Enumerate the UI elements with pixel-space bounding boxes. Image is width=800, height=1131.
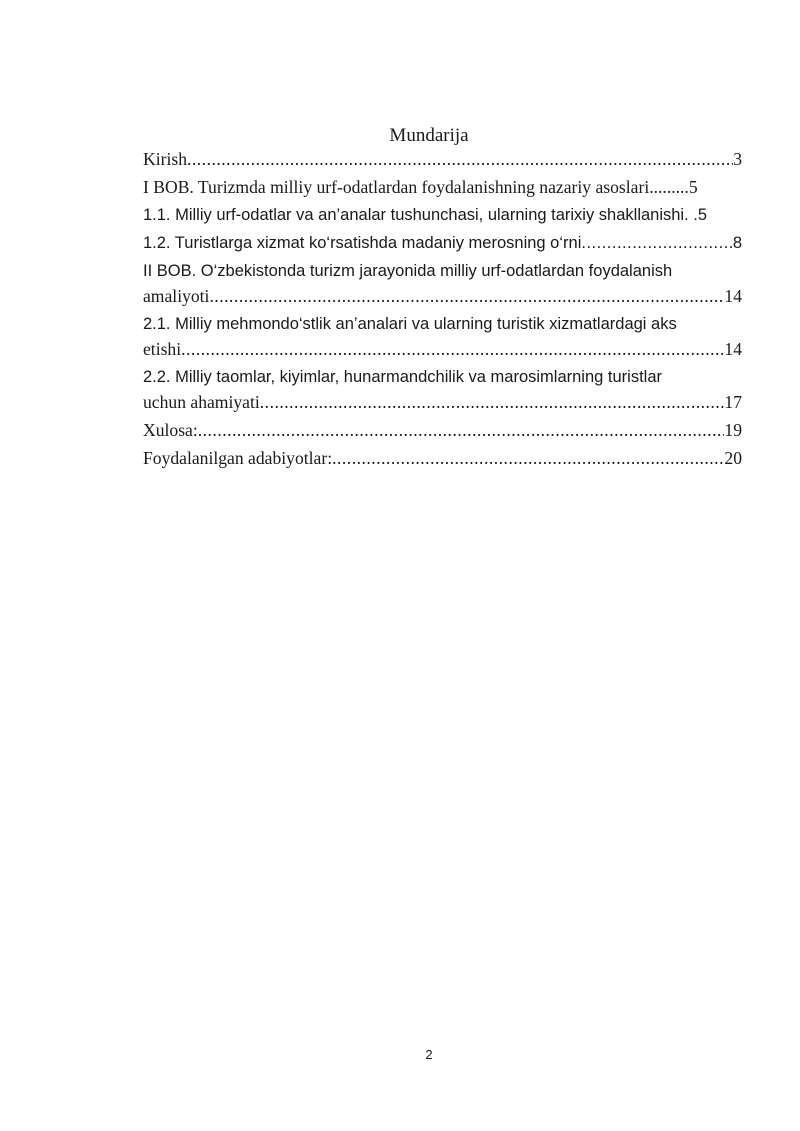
dot-leader <box>260 390 725 415</box>
toc-entry-text: Foydalanilgan adabiyotlar: <box>143 448 333 468</box>
dot-leader <box>198 418 725 443</box>
toc-entry-text: 1.1. Milliy urf-odatlar va an’analar tushunchasi, ularning tarixiy shakllanishi. <box>143 206 689 224</box>
table-of-contents <box>143 147 742 471</box>
toc-entry-page: 14 <box>724 339 742 359</box>
dot-leader <box>187 147 733 172</box>
toc-entry-bob-1[interactable] <box>143 175 742 200</box>
toc-entry-line <box>143 337 742 362</box>
toc-entry-line <box>143 175 742 200</box>
toc-entry-text-line1: II BOB. O‘zbekistonda turizm jarayonida milliy urf-odatlardan foydalanish <box>143 262 673 280</box>
dot-leader <box>209 284 724 309</box>
toc-title: Mundarija <box>389 125 469 146</box>
toc-entry-2-2[interactable] <box>143 365 742 415</box>
toc-entry-kirish[interactable] <box>143 147 742 172</box>
toc-entry-page: 17 <box>724 392 742 412</box>
toc-entry-line <box>143 203 742 228</box>
toc-entry-text: Xulosa: <box>143 420 198 440</box>
toc-entry-2-1[interactable] <box>143 312 742 362</box>
toc-entry-line <box>143 446 742 471</box>
page-number: 2 <box>425 1047 433 1062</box>
toc-entry-line <box>143 231 742 256</box>
toc-entry-text: 1.2. Turistlarga xizmat ko‘rsatishda madaniy merosning o‘rni <box>143 234 582 252</box>
toc-entry-line <box>143 418 742 443</box>
toc-entry-page: 5 <box>697 206 708 224</box>
toc-entry-leader: ......... <box>649 177 689 197</box>
toc-entry-text: amaliyoti <box>143 286 210 306</box>
toc-entry-adabiyotlar[interactable] <box>143 446 742 471</box>
toc-entry-page: 3 <box>733 149 742 169</box>
toc-entry-text: uchun ahamiyati <box>143 392 260 412</box>
toc-entry-xulosa[interactable] <box>143 418 742 443</box>
toc-entry-text-line1: 2.1. Milliy mehmondo‘stlik an’analari va ularning turistik xizmatlardagi aks <box>143 315 677 333</box>
toc-entry-text: I BOB. Turizmda milliy urf-odatlardan foydalanishning nazariy asoslari <box>143 177 650 197</box>
toc-entry-1-2[interactable] <box>143 231 742 256</box>
toc-entry-1-1[interactable] <box>143 203 742 228</box>
toc-entry-page: 8 <box>732 234 742 252</box>
toc-entry-page: 20 <box>724 448 742 468</box>
toc-entry-leader: . <box>688 206 698 224</box>
toc-entry-line <box>143 390 742 415</box>
toc-entry-page: 14 <box>724 286 742 306</box>
toc-entry-page: 19 <box>724 420 742 440</box>
toc-entry-bob-2[interactable] <box>143 259 742 309</box>
toc-entry-text: Kirish <box>143 149 187 169</box>
dot-leader <box>181 337 724 362</box>
toc-entry-text: etishi <box>143 339 182 359</box>
toc-entry-text-line1: 2.2. Milliy taomlar, kiyimlar, hunarmandchilik va marosimlarning turistlar <box>143 368 663 386</box>
dot-leader <box>581 231 732 256</box>
toc-entry-line <box>143 284 742 309</box>
toc-entry-line <box>143 147 742 172</box>
toc-entry-page: 5 <box>688 177 698 197</box>
dot-leader <box>332 446 724 471</box>
